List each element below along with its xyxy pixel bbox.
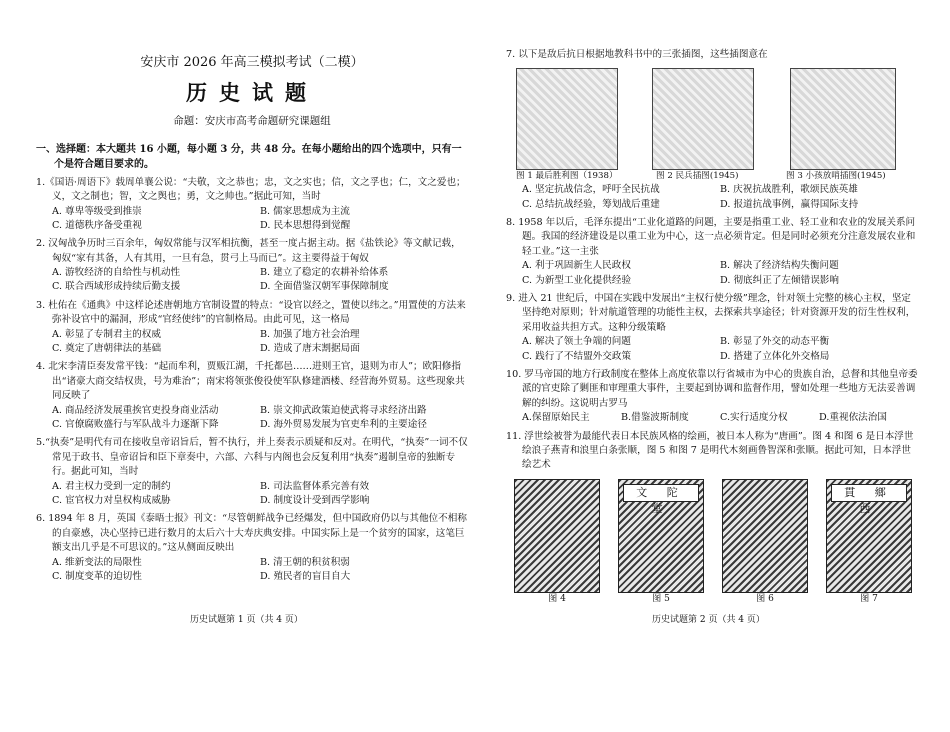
question-5-options [36, 480, 468, 509]
option-b: B. 彰显了外交的动态平衡 [720, 336, 830, 348]
question-8-options [506, 259, 918, 288]
option-a: A. 游牧经济的自给性与机动性 [52, 267, 181, 279]
figure-5-caption: 图 5 [652, 593, 670, 604]
q11-prints [514, 479, 918, 593]
option-b: B. 解决了经济结构失衡问题 [720, 260, 839, 272]
option-c: C. 宦官权力对皇权构成威胁 [52, 494, 171, 506]
page-two [506, 44, 918, 606]
option-c: C.实行适度分权 [720, 412, 788, 424]
option-c: C. 联合西域形成持续后勤支援 [52, 281, 181, 293]
question-9: 9. 进入 21 世纪后，中国在实践中发展出“主权行使分级”理念，针对领土完整的核心主权，坚定坚持绝对原则；针对航道管理的功能性主权，去探索共享途径；针对资源开发的衍生性权利，采用收益共担方式。这种分级策略 [506, 293, 916, 333]
option-a: A. 利于巩固新生人民政权 [522, 260, 631, 272]
page-footer-1: 历史试题第 1 页（共 4 页） [190, 615, 303, 625]
option-c: C. 奠定了唐朝律法的基础 [52, 343, 162, 355]
question-1: 1.《国语·周语下》载周单襄公说：“夫敬，文之恭也；忠，文之实也；信，文之孚也；仁，文之爱也；义，文之制也；智，文之舆也；勇，文之帅也。”据此可知，当时 [36, 176, 466, 203]
figure-7-image [826, 479, 912, 593]
option-b: B. 司法监督体系完善有效 [260, 480, 370, 492]
page-footer-2: 历史试题第 2 页（共 4 页） [652, 615, 765, 625]
option-d: D. 民本思想得到觉醒 [260, 219, 351, 231]
question-7-options [506, 183, 918, 212]
question-10-options [506, 411, 918, 425]
option-b: B. 崇文抑武政策迫使武将寻求经济出路 [260, 404, 427, 416]
q7-captions [516, 170, 918, 183]
exam-title: 安庆市 2026 年高三模拟考试（二模） [140, 55, 364, 70]
question-6-options [36, 556, 468, 585]
option-a: A.保留原始民主 [522, 412, 590, 424]
option-d: D. 全面借鉴汉朝军事保障制度 [260, 281, 389, 293]
option-c: C. 道德秩序备受重视 [52, 219, 142, 231]
figure-1-caption: 图 1 最后胜利图（1938） [516, 171, 618, 182]
option-d: D. 制度设计受到西学影响 [260, 494, 370, 506]
question-9-options [506, 335, 918, 364]
setter-line: 命题：安庆市高考命题研究课题组 [173, 115, 331, 127]
question-6: 6. 1894 年 8 月，英国《泰晤士报》刊文：“尽管朝鲜战争已经爆发，但中国政府仍以与其他位不相称的自豪感，决心坚持已进行数月的太后六十大寿庆典安排。中国实际上是一个贫穷的国家，这笔巨额支出几乎是不可思议的。”这从侧面反映出 [36, 513, 467, 554]
option-b: B. 加强了地方社会治理 [260, 328, 360, 340]
question-4: 4. 北宋李清臣奏发常平钱：“起而牟利，贾贩江湖，千托都邑……进则王官，退则为市人”；欧阳修指出“诸豪大商交结权贵，号为难治”；南宋将领张俊役使军队修建酒楼、经营海外贸易。这些现象共同反映了 [36, 361, 465, 402]
option-a: A. 君主权力受到一定的制约 [52, 480, 171, 492]
question-8: 8. 1958 年以后，毛泽东提出“工业化道路的问题，主要是指重工业、轻工业和农业的发展关系问题。我国的经济建设是以重工业为中心，这一点必须肯定。但是同时必须充分注意发展农业和轻工业。”这一主张 [506, 217, 916, 257]
figure-7-title-band: 貫 鄉 西 [831, 484, 907, 502]
figure-6-image [722, 479, 808, 593]
option-a: A. 坚定抗战信念，呼吁全民抗战 [522, 184, 660, 196]
option-a: A. 解决了领土争端的问题 [522, 336, 631, 348]
question-2-options [36, 266, 468, 295]
option-c: C. 践行了不结盟外交政策 [522, 350, 632, 362]
figure-7-caption: 图 7 [860, 593, 878, 604]
option-a: A. 尊卑等级受到推崇 [52, 205, 142, 217]
option-c: C. 为新型工业化提供经验 [522, 274, 632, 286]
figure-4-caption: 图 4 [548, 593, 566, 604]
option-b: B. 清王朝的积贫积弱 [260, 556, 350, 568]
question-3: 3. 杜佑在《通典》中这样论述唐朝地方官制设置的特点：“设官以经之，置使以纬之。”用置使的方法来弥补设官中的漏洞，形成“官经使纬”的官制格局。由此可见，这一格局 [36, 299, 466, 326]
option-b: B. 建立了稳定的农耕补给体系 [260, 267, 389, 279]
figure-5-image [618, 479, 704, 593]
option-c: C. 总结抗战经验，筹划战后重建 [522, 198, 660, 210]
q7-illustrations [516, 68, 918, 170]
question-4-options [36, 404, 468, 433]
subject-title: 历史试题 [186, 79, 318, 105]
option-a: A. 维新变法的局限性 [52, 556, 142, 568]
question-11: 11. 浮世绘被誉为最能代表日本民族风格的绘画，被日本人称为“唐画”。图 4 和图 6 是日本浮世绘浪子燕青和浪里白条张顺，图 5 和图 7 是明代木刻画鲁智深和张顺。据此可知，日本浮世绘艺术 [506, 430, 914, 471]
figure-2-caption: 图 2 民兵插图(1945) [656, 171, 739, 182]
figure-6-caption: 图 6 [756, 593, 774, 604]
q11-captions [514, 593, 918, 607]
option-d: D. 报道抗战事例，赢得国际支持 [720, 198, 859, 210]
page-one [36, 0, 468, 584]
section-header: 一、选择题：本大题共 16 小题，每小题 3 分，共 48 分。在每小题给出的四个选项中，只有一个是符合题目要求的。 [36, 143, 462, 170]
option-b: B. 儒家思想成为主流 [260, 205, 350, 217]
option-a: A. 彰显了专制君主的权威 [52, 328, 161, 340]
option-c: C. 官僚腐败盛行与军队战斗力逐渐下降 [52, 419, 219, 430]
option-b: B. 庆祝抗战胜利，歌颂民族英雄 [720, 184, 858, 196]
figure-3-caption: 图 3 小孩放哨插图(1945) [786, 171, 886, 182]
option-d: D. 殖民者的盲目自大 [260, 570, 351, 582]
figure-4-image [514, 479, 600, 593]
figure-5-title-band: 文 陀 堂 [623, 484, 699, 502]
question-2: 2. 汉匈战争历时三百余年，匈奴常能与汉军相抗衡，甚至一度占据主动。据《盐铁论》等文献记载，匈奴“家有其备，人有其用，一旦有急，贯弓上马而已”。这主要得益于匈奴 [36, 238, 461, 264]
question-7: 7. 以下是敌后抗日根据地教科书中的三张插图，这些插图意在 [506, 49, 768, 60]
question-1-options [36, 205, 468, 234]
option-d: D.重视依法治国 [819, 412, 887, 424]
question-5: 5.“执奏”是明代有司在接收皇帝诏旨后，暂不执行，并上奏表示质疑和反对。在明代，“执奏”一词不仅常见于政书、皇帝诏旨和臣下章奏中，六部、六科与内阁也会反复利用“执奏”遏制皇帝的独断专行。据此可知，当时 [36, 437, 468, 478]
figure-3-image [790, 68, 896, 170]
figure-1-image [516, 68, 618, 170]
option-a: A. 商品经济发展重挨官吏投身商业活动 [52, 404, 219, 416]
option-d: D. 搭建了立体化外交格局 [720, 350, 830, 362]
question-3-options [36, 328, 468, 357]
figure-2-image [652, 68, 754, 170]
option-d: D. 造成了唐末割据局面 [260, 343, 360, 355]
option-d: D. 彻底纠正了左倾错误影响 [720, 274, 839, 286]
question-10: 10. 罗马帝国的地方行政制度在整体上高度依靠以行省城市为中心的贵族自治，总督和其他皇帝委派的官吏除了剿匪和审理重大事件，主要起到协调和监督作用，譬如处理一些地方无法妥善调解的纠纷。这说明古罗马 [506, 368, 918, 409]
option-b: B.借鉴波斯制度 [621, 412, 689, 424]
option-d: D. 海外贸易发展为官吏牟利的主要途径 [260, 419, 427, 430]
option-c: C. 制度变革的迫切性 [52, 570, 142, 582]
